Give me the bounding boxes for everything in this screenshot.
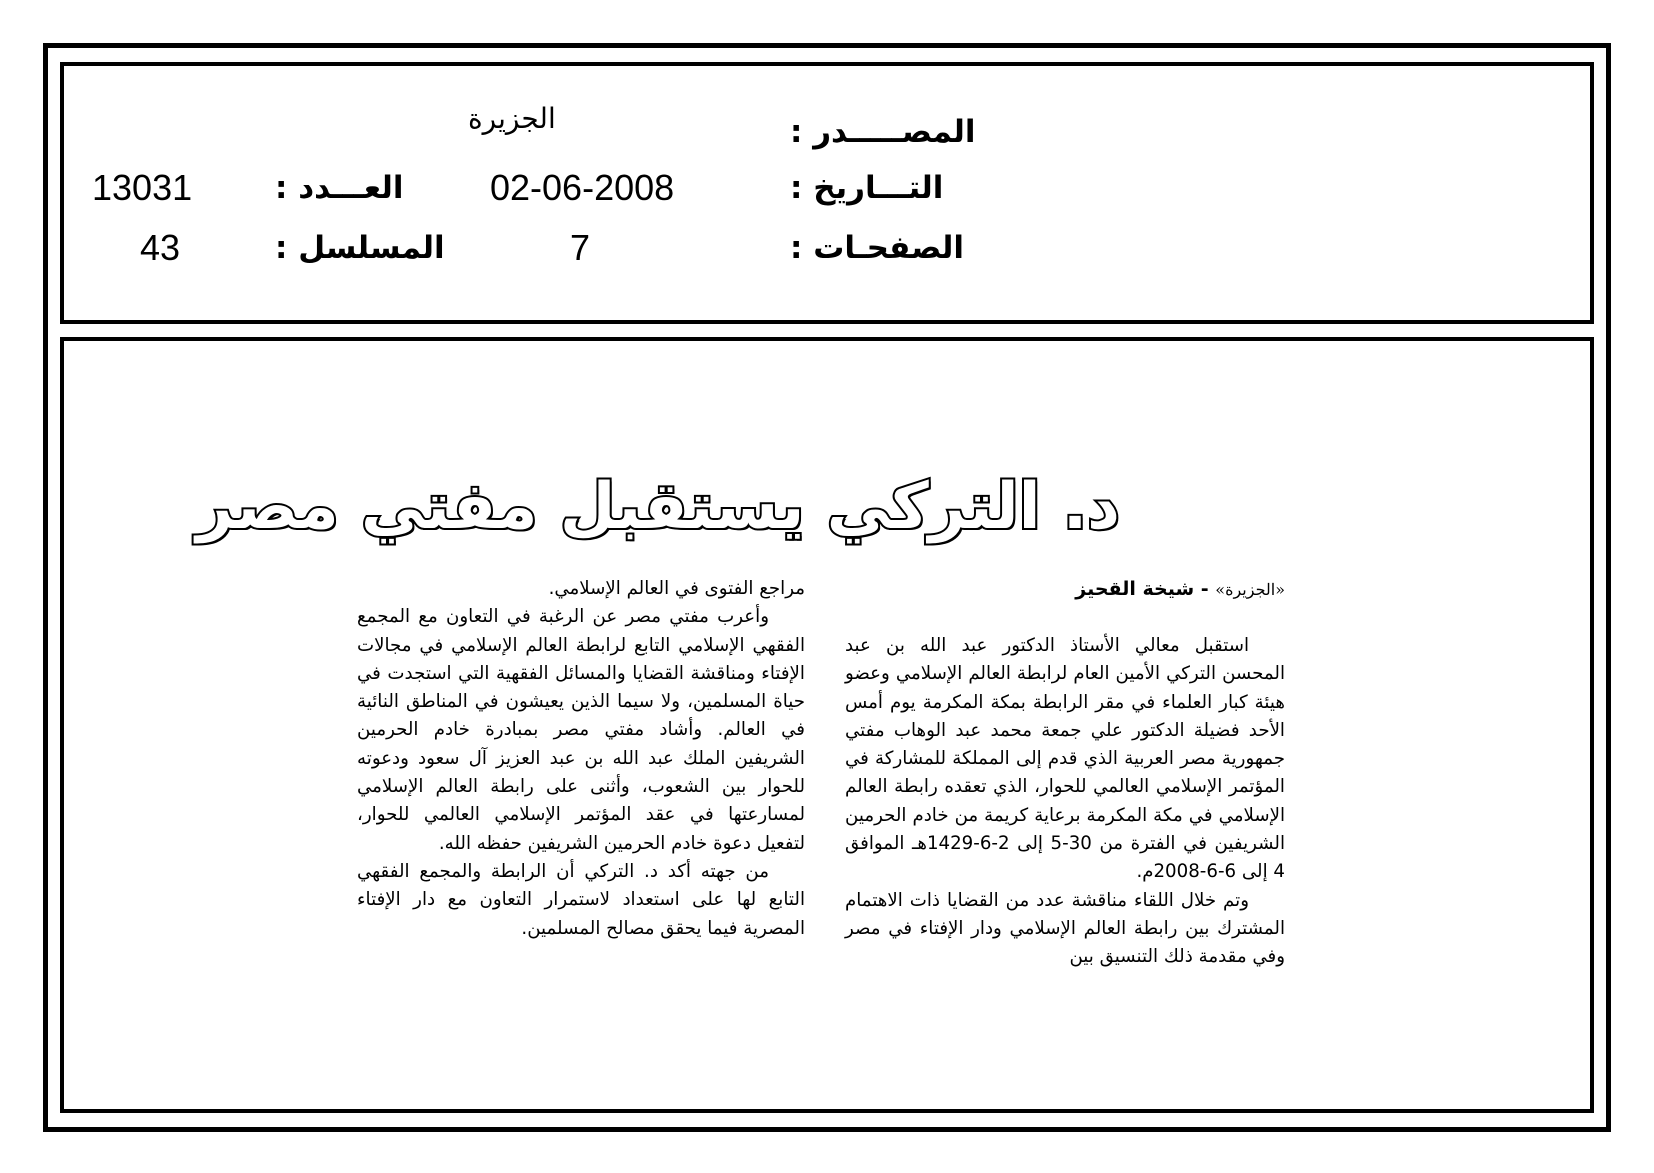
serial-label: المسلسل : [275,230,445,266]
article-column-left [357,575,805,943]
pages-label: الصفحـات : [790,230,965,266]
article-headline: د. التركي يستقبل مفتي مصر [196,470,1120,544]
paragraph: مراجع الفتوى في العالم الإسلامي. [548,578,805,599]
source-label: المصـــــدر : [790,114,976,150]
paragraph: من جهته أكد د. التركي أن الرابطة والمجمع الفقهي التابع لها على استعداد لاستمرار التعاون مع دار الإفتاء المصرية فيما يحقق مصالح المسلمين. [357,860,805,939]
date-label: التـــاريخ : [790,170,944,206]
article-column-right [845,632,1285,972]
paragraph: وتم خلال اللقاء مناقشة عدد من القضايا ذات الاهتمام المشترك بين رابطة العالم الإسلامي ودار الإفتاء في مصر وفي مقدمة ذلك التنسيق بين [845,889,1285,968]
issue-value: 13031 [92,167,193,208]
pages-value: 7 [570,227,591,268]
byline-paper: «الجزيرة» [1215,580,1285,599]
source-value: الجزيرة [468,102,556,135]
byline-author: - شيخة القحيز [1075,578,1209,600]
paragraph: استقبل معالي الأستاذ الدكتور عبد الله بن عبد المحسن التركي الأمين العام لرابطة العالم الإسلامي وعضو هيئة كبار العلماء في مقر الرابطة بمكة المكرمة يوم أمس الأحد فضيلة الدكتور علي جمعة محمد عبد الوهاب مفتي جمهورية مصر العربية الذي قدم إلى المملكة للمشاركة في المؤتمر الإسلامي العالمي للحوار، الذي تعقده رابطة العالم الإسلامي في مكة المكرمة برعاية كريمة من خادم الحرمين الشريفين في الفترة من 30-5 إلى 2-6-1429هـ الموافق 4 إلى 6-6-2008م. [845,635,1285,883]
article-byline [1000,578,1285,600]
issue-label: العـــدد : [275,170,404,206]
article-box [60,337,1594,1113]
date-value: 02-06-2008 [490,167,675,208]
serial-value: 43 [140,227,181,268]
paragraph: وأعرب مفتي مصر عن الرغبة في التعاون مع المجمع الفقهي الإسلامي التابع لرابطة العالم الإسلامي في مجالات الإفتاء ومناقشة القضايا والمسائل الفقهية التي استجدت في حياة المسلمين، ولا سيما الذين يعيشون في المناطق النائية في العالم. وأشاد مفتي مصر بمبادرة خادم الحرمين الشريفين الملك عبد الله بن عبد العزيز آل سعود ودعوته للحوار بين الشعوب، وأثنى على رابطة العالم الإسلامي لمسارعتها في عقد المؤتمر الإسلامي العالمي للحوار، لتفعيل دعوة خادم الحرمين الشريفين حفظه الله. [357,606,805,854]
